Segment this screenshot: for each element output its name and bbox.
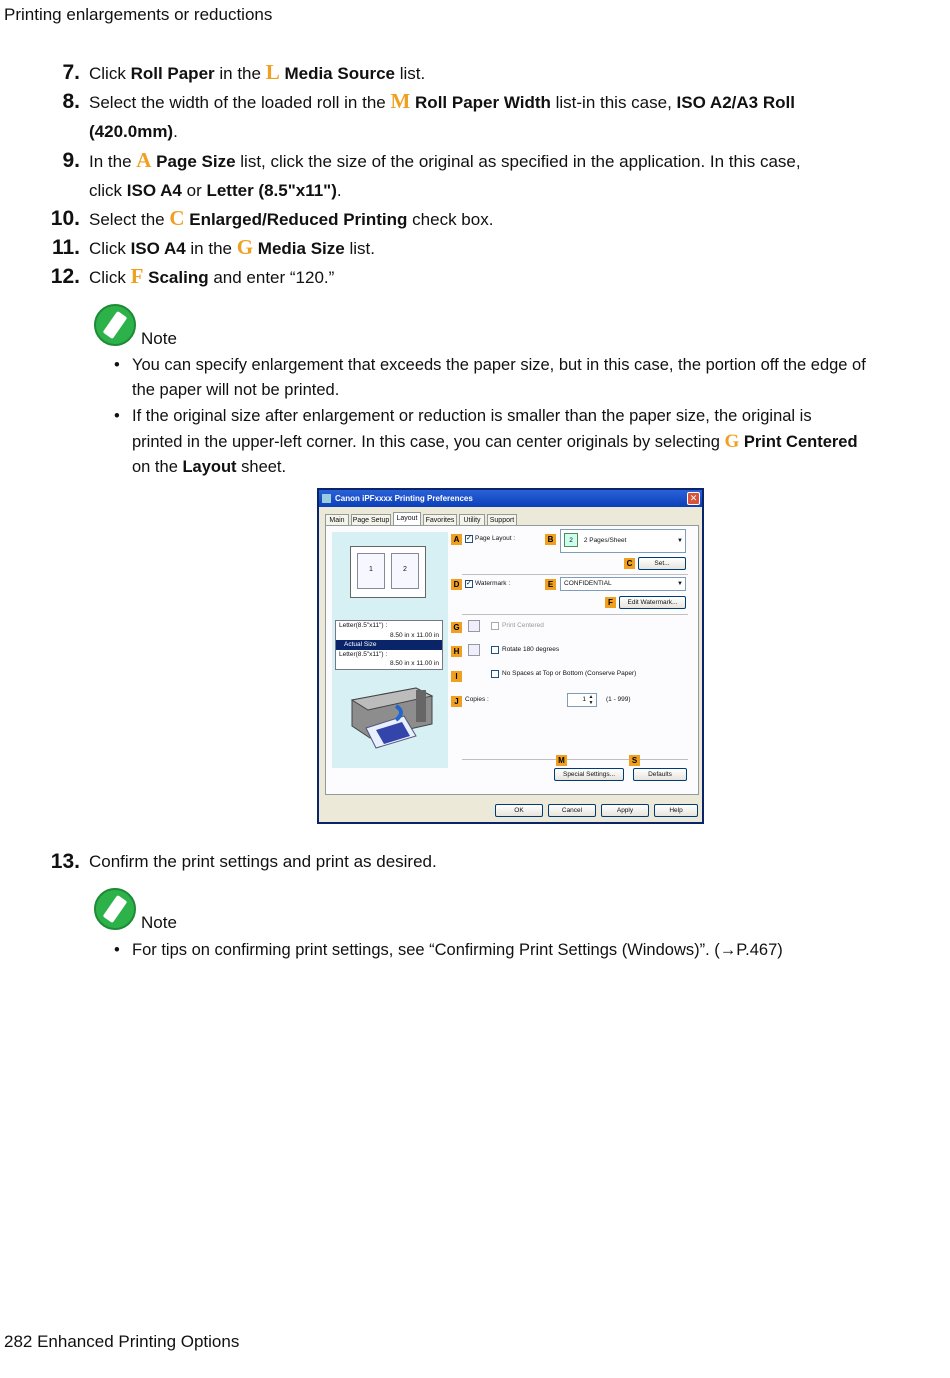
printing-preferences-dialog xyxy=(317,488,704,824)
preview-page: 1 xyxy=(357,553,385,589)
special-settings-button[interactable]: Special Settings... xyxy=(554,768,624,781)
callout-badge: E xyxy=(545,579,556,590)
step-text: Click Roll Paper in the L Media Source list. xyxy=(89,60,426,84)
rotate-label: Rotate 180 degrees xyxy=(502,646,560,653)
copies-value: 1 xyxy=(582,696,586,703)
callout-badge: S xyxy=(629,755,640,766)
bullet-text: If the original size after enlargement or reduction is smaller than the paper size, the original is printed in the upper-left corner. In this case, you can center originals by selecting G Print Centered on the Layout sheet. xyxy=(132,407,858,476)
note-bullet xyxy=(114,404,904,480)
callout-letter: G xyxy=(236,235,254,259)
set-button[interactable]: Set... xyxy=(638,557,686,570)
rotate-icon xyxy=(468,644,480,656)
note-bullet xyxy=(114,938,904,964)
callout-letter: A xyxy=(136,148,152,172)
step-number: 12. xyxy=(50,265,80,288)
tab-layout[interactable]: Layout xyxy=(393,512,421,526)
step-number: 13. xyxy=(50,850,80,873)
info-line: 8.50 in x 11.00 in xyxy=(389,631,439,639)
page-layout-checkbox[interactable]: ✓ xyxy=(466,535,472,542)
chevron-down-icon: ▼ xyxy=(677,538,683,544)
callout-letter: C xyxy=(169,206,185,230)
tab-support[interactable]: Support xyxy=(487,514,517,526)
tab-favorites[interactable]: Favorites xyxy=(423,514,457,526)
ok-button[interactable]: OK xyxy=(495,804,543,817)
callout-badge: D xyxy=(451,579,462,590)
page-layout-label: Page Layout : xyxy=(475,535,516,542)
tab-utility[interactable]: Utility xyxy=(459,514,485,526)
print-centered-checkbox[interactable] xyxy=(491,622,499,630)
cancel-button[interactable]: Cancel xyxy=(548,804,596,817)
watermark-label: Watermark : xyxy=(475,580,511,587)
step-text: Confirm the print settings and print as desired. xyxy=(89,852,437,871)
callout-letter: F xyxy=(130,264,144,288)
print-centered-label: Print Centered xyxy=(502,622,544,629)
size-info-box xyxy=(335,620,443,670)
callout-badge: J xyxy=(451,696,462,707)
callout-badge: H xyxy=(451,646,462,657)
pages-per-sheet-value: 2 Pages/Sheet xyxy=(583,537,627,544)
separator xyxy=(462,759,688,760)
step-text: Select the width of the loaded roll in the M Roll Paper Width list-in this case, ISO A2/A3 Roll (420.0mm). xyxy=(89,89,795,141)
watermark-select[interactable] xyxy=(560,577,686,591)
callout-badge: B xyxy=(545,534,556,545)
info-line: Letter(8.5"x11") : xyxy=(339,622,388,629)
bullet-text: For tips on confirming print settings, see “Confirming Print Settings (Windows)”. (→P.467) xyxy=(132,941,783,959)
rotate-checkbox[interactable] xyxy=(491,646,499,654)
copies-range: (1 - 999) xyxy=(606,696,631,703)
callout-badge: G xyxy=(451,622,462,633)
tab-main[interactable]: Main xyxy=(325,514,349,526)
callout-badge: F xyxy=(605,597,616,608)
note-pencil-icon xyxy=(94,304,136,346)
separator xyxy=(462,614,688,615)
bullet-dot-icon: • xyxy=(114,407,120,425)
print-centered-icon xyxy=(468,620,480,632)
bullet-dot-icon: • xyxy=(114,941,120,959)
apply-button[interactable]: Apply xyxy=(601,804,649,817)
no-spaces-checkbox[interactable] xyxy=(491,670,499,678)
step-text: In the A Page Size list, click the size of the original as specified in the application. In this case, click ISO A4 or Letter (8.5"x11"). xyxy=(89,148,801,200)
callout-badge: I xyxy=(451,671,462,682)
note-label: Note xyxy=(141,329,177,348)
close-icon[interactable]: ✕ xyxy=(687,492,700,505)
callout-letter: G xyxy=(724,431,740,452)
preview-page: 2 xyxy=(391,553,419,589)
callout-badge: C xyxy=(624,558,635,569)
note-label: Note xyxy=(141,913,177,932)
step-9 xyxy=(0,146,900,206)
layout-panel xyxy=(325,525,699,795)
printer-illustration xyxy=(346,680,436,750)
separator xyxy=(462,574,688,575)
step-number: 9. xyxy=(62,149,80,172)
copies-label: Copies : xyxy=(465,696,489,703)
pages-per-sheet-select[interactable] xyxy=(560,529,686,553)
info-line: 8.50 in x 11.00 in xyxy=(389,660,439,667)
chevron-down-icon: ▼ xyxy=(677,581,683,587)
copies-input[interactable] xyxy=(567,693,597,707)
dialog-titlebar xyxy=(319,490,702,507)
step-8 xyxy=(0,87,900,147)
edit-watermark-button[interactable]: Edit Watermark... xyxy=(619,596,686,609)
preview-area xyxy=(332,532,448,768)
no-spaces-label: No Spaces at Top or Bottom (Conserve Paper) xyxy=(502,670,637,677)
step-number: 10. xyxy=(50,207,80,230)
callout-letter: M xyxy=(390,89,411,113)
note-bullet xyxy=(114,353,904,403)
tab-page-setup[interactable]: Page Setup xyxy=(351,514,391,526)
step-text: Select the C Enlarged/Reduced Printing check box. xyxy=(89,206,494,230)
pages-layout-icon: 2 xyxy=(564,533,578,547)
printer-app-icon xyxy=(322,494,331,503)
note-pencil-icon xyxy=(94,888,136,930)
callout-badge: A xyxy=(451,534,462,545)
dialog-title: Canon iPFxxxx Printing Preferences xyxy=(335,494,473,503)
step-text: Click F Scaling and enter “120.” xyxy=(89,264,335,288)
info-line-highlight: Actual Size xyxy=(336,640,442,650)
bullet-text: You can specify enlargement that exceeds the paper size, but in this case, the portion off the edge of the paper will not be printed. xyxy=(132,356,866,399)
spinner-icon[interactable]: ▲ ▼ xyxy=(588,694,594,706)
info-line: Letter(8.5"x11") : xyxy=(339,650,388,658)
callout-badge: M xyxy=(556,755,567,766)
callout-letter: L xyxy=(265,60,280,84)
help-button[interactable]: Help xyxy=(654,804,698,817)
watermark-checkbox[interactable]: ✓ xyxy=(466,580,472,587)
step-number: 8. xyxy=(62,90,80,113)
defaults-button[interactable]: Defaults xyxy=(633,768,687,781)
step-text: Click ISO A4 in the G Media Size list. xyxy=(89,235,375,259)
step-number: 7. xyxy=(62,61,80,84)
page-footer: 282 Enhanced Printing Options xyxy=(4,1332,240,1351)
preview-sheet xyxy=(350,546,426,598)
bullet-dot-icon: • xyxy=(114,356,120,374)
watermark-value: CONFIDENTIAL xyxy=(564,580,612,587)
step-number: 11. xyxy=(51,236,80,259)
page-header: Printing enlargements or reductions xyxy=(4,5,273,24)
